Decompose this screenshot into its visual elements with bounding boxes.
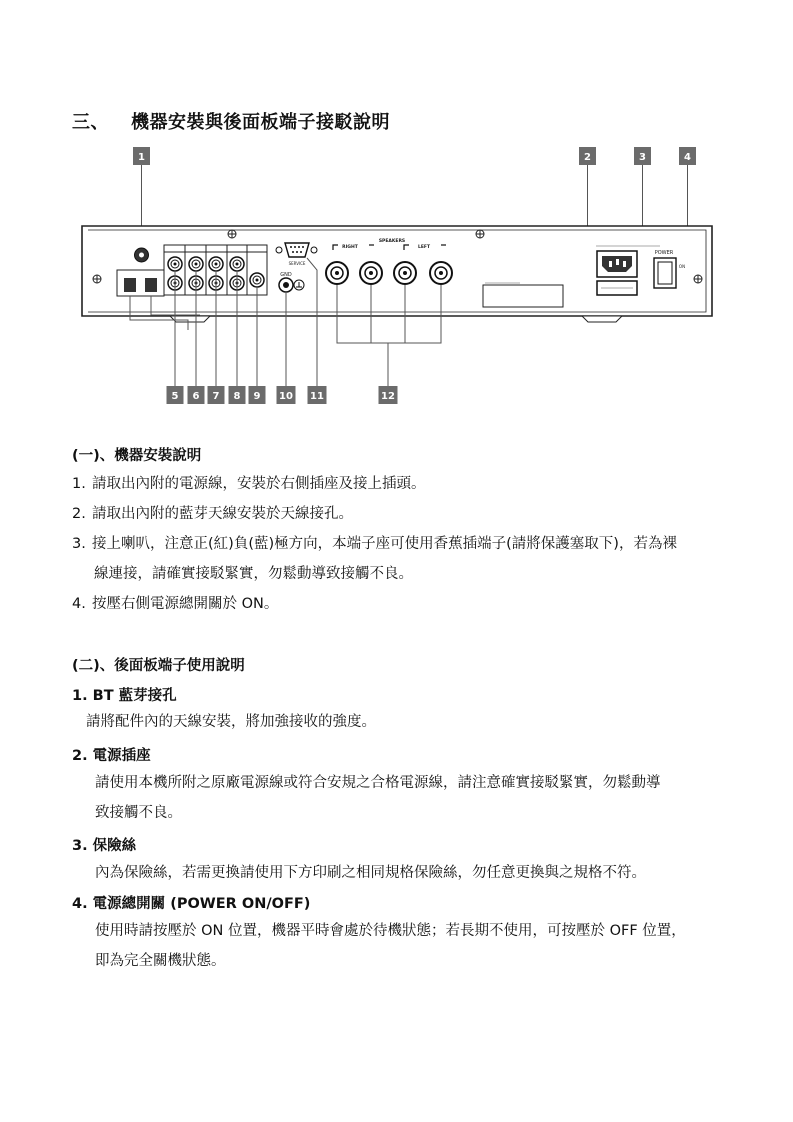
rear-panel-diagram <box>0 140 793 420</box>
svg-text:SPEAKERS: SPEAKERS <box>378 239 406 244</box>
svg-text:POWER: POWER <box>654 250 674 256</box>
rca-jack <box>230 257 244 271</box>
svg-text:4: 4 <box>684 152 691 163</box>
section-title: 機器安裝與後面板端子接駁說明 <box>131 112 390 133</box>
section-number: 三、 <box>72 112 109 133</box>
svg-text:GND: GND <box>280 272 292 278</box>
part1-item-1: 1. 請取出內附的電源線，安裝於右側插座及接上插頭。 <box>72 476 426 492</box>
svg-text:LEFT: LEFT <box>417 245 431 250</box>
callout-12 <box>379 386 398 404</box>
svg-text:6: 6 <box>192 391 200 402</box>
part1-item-4: 4. 按壓右側電源總開關於 ON。 <box>72 596 279 612</box>
svg-text:SERVICE: SERVICE <box>288 261 306 266</box>
svg-text:5: 5 <box>171 391 179 402</box>
callout-10 <box>277 386 296 404</box>
svg-text:2: 2 <box>584 152 591 163</box>
part2-item-2-body: 請使用本機所附之原廠電源線或符合安規之合格電源線，請注意確實接駁緊實，勿鬆動導 <box>95 775 661 791</box>
rca-jack <box>250 273 264 287</box>
binding-post <box>394 262 416 284</box>
svg-text:11: 11 <box>310 391 324 402</box>
callout-5 <box>167 386 184 404</box>
svg-text:7: 7 <box>212 391 220 402</box>
callout-6 <box>188 386 205 404</box>
svg-text:9: 9 <box>253 391 261 402</box>
part2-item-4-title: 4. 電源總開關 (POWER ON/OFF) <box>72 896 311 912</box>
callout-7 <box>208 386 225 404</box>
label-plate <box>483 283 563 307</box>
rca-jack <box>209 257 223 271</box>
rca-jack <box>189 257 203 271</box>
svg-text:10: 10 <box>279 391 293 402</box>
svg-text:12: 12 <box>381 391 395 402</box>
part2-item-2-cont: 致接觸不良。 <box>95 805 182 821</box>
part2-item-1-body: 請將配件內的天線安裝，將加強接收的強度。 <box>86 714 376 730</box>
svg-text:8: 8 <box>233 391 241 402</box>
part1-item-3: 3. 接上喇叭，注意正(紅)負(藍)極方向，本端子座可使用香蕉插端子(請將保護塞取下)，若為裸 線連接，請確實接駁緊實，勿鬆動導致接觸不良。 <box>72 536 677 582</box>
part2-heading: (二)、後面板端子使用說明 <box>72 658 245 674</box>
part2-item-4-cont: 即為完全關機狀態。 <box>95 953 226 969</box>
svg-text:3: 3 <box>639 152 646 163</box>
part1-heading: (一)、機器安裝說明 <box>72 448 202 464</box>
svg-text:ON: ON <box>678 264 686 269</box>
bt-antenna-jack <box>135 248 149 262</box>
svg-text:RIGHT: RIGHT <box>342 245 358 250</box>
binding-post <box>326 262 348 284</box>
part2-item-2-title: 2. 電源插座 <box>72 748 151 764</box>
section-heading <box>72 108 390 134</box>
binding-post <box>360 262 382 284</box>
rca-jack <box>168 257 182 271</box>
part2-item-4-body: 使用時請按壓於 ON 位置，機器平時會處於待機狀態；若長期不使用，可按壓於 OFF 位置， <box>95 923 686 939</box>
callout-9 <box>249 386 266 404</box>
part2-item-1-title: 1. BT 藍芽接孔 <box>72 688 177 704</box>
callout-11 <box>308 386 327 404</box>
part2-item-3-title: 3. 保險絲 <box>72 838 137 854</box>
callout-8 <box>229 386 246 404</box>
svg-text:1: 1 <box>138 152 145 163</box>
bottom-callout-boxes <box>167 386 398 404</box>
part1-item-2: 2. 請取出內附的藍芽天線安裝於天線接孔。 <box>72 506 353 522</box>
binding-post <box>430 262 452 284</box>
part2-item-3-body: 內為保險絲，若需更換請使用下方印刷之相同規格保險絲，勿任意更換與之規格不符。 <box>95 865 646 881</box>
